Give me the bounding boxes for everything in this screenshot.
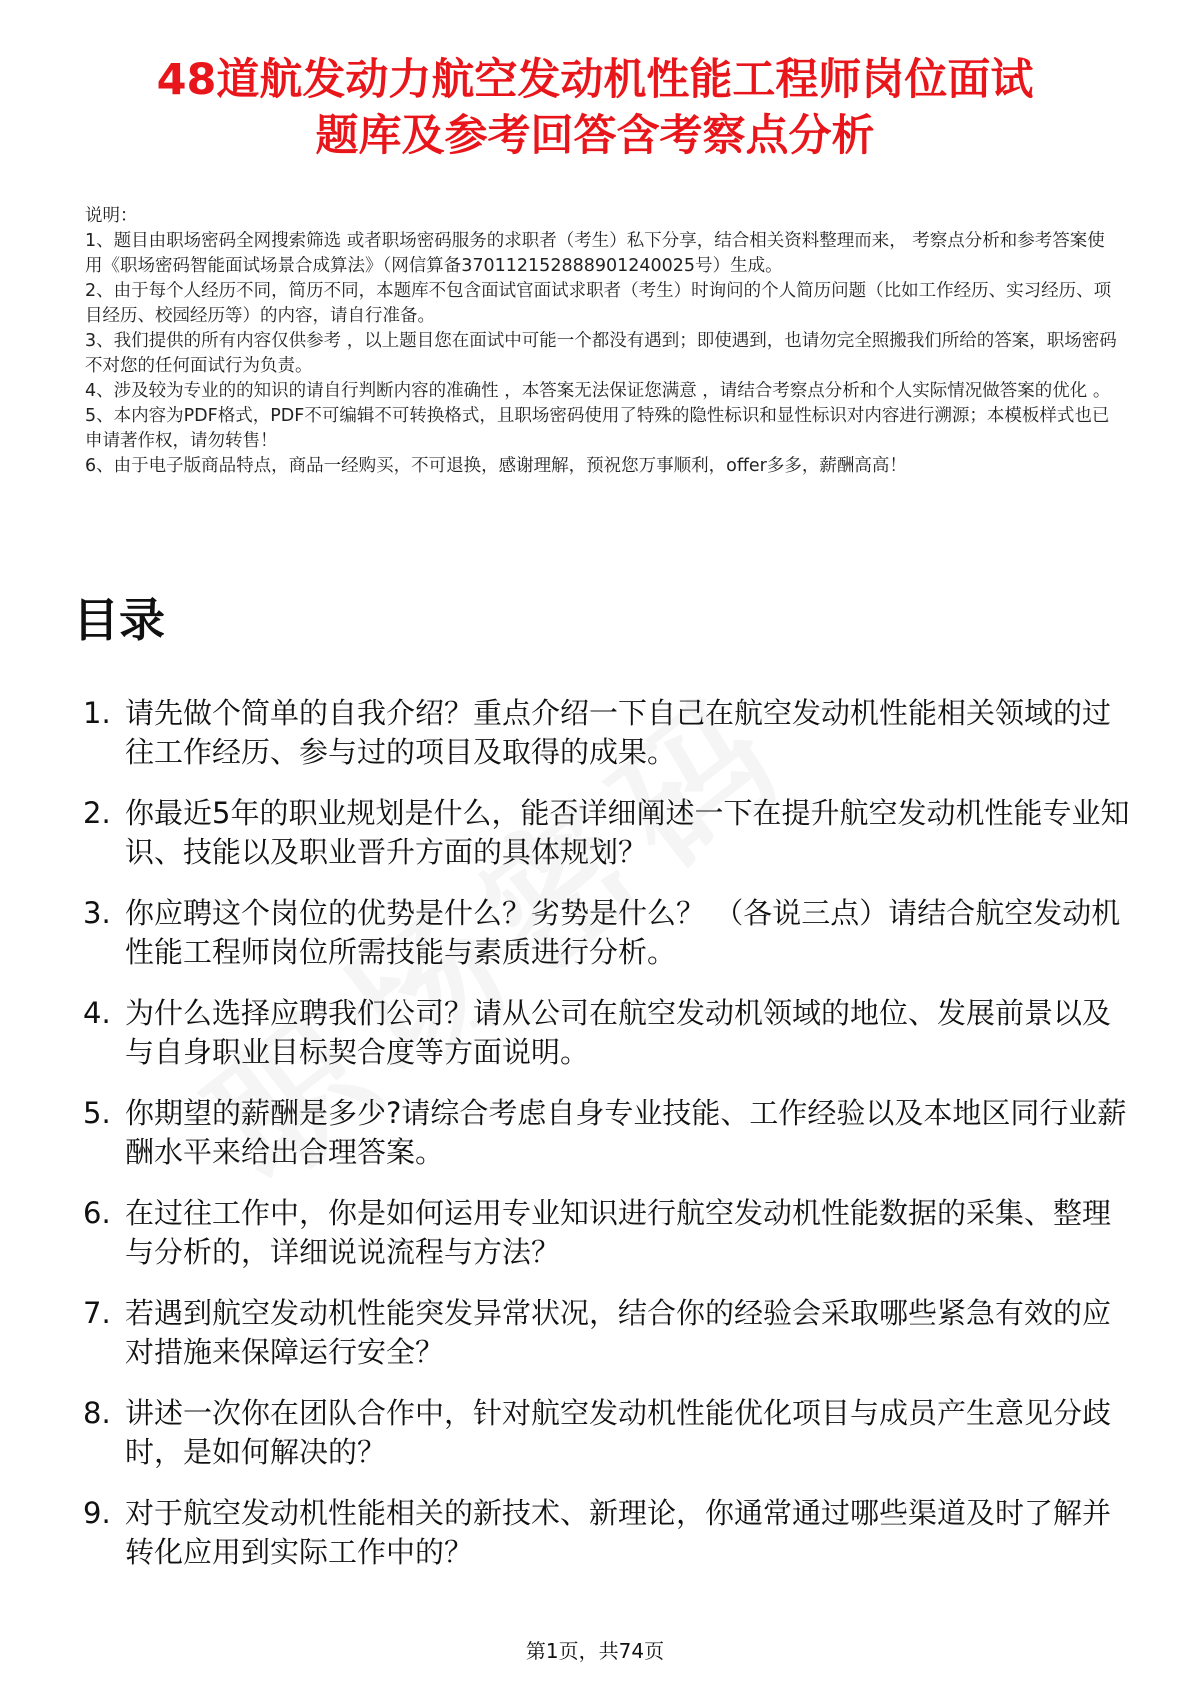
toc-item[interactable] [75,894,1130,994]
toc-item-text: 若遇到航空发动机性能突发异常状况，结合你的经验会采取哪些紧急有效的应对措施来保障运行安全？ [125,1296,1112,1369]
page-footer: 第1页，共74页 [525,1639,665,1663]
toc-item-text: 为什么选择应聘我们公司？请从公司在航空发动机领域的地位、发展前景以及与自身职业目标契合度等方面说明。 [125,996,1112,1069]
note-item: 1、题目由职场密码全网搜索筛选 或者职场密码服务的求职者（考生）私下分享，结合相关资料整理而来， 考察点分析和参考答案使用《职场密码智能面试场景合成算法》（网信算备370112152888901240025号）生成。 [85,231,1105,276]
toc-item[interactable] [75,794,1130,894]
toc-item[interactable] [75,694,1130,794]
toc-item[interactable] [75,1194,1130,1294]
toc-item-number: 1. [83,696,111,730]
toc-item[interactable] [75,1094,1130,1194]
toc-item-number: 2. [83,796,111,830]
notes-section [85,204,1120,479]
note-item: 5、本内容为PDF格式，PDF不可编辑不可转换格式，且职场密码使用了特殊的隐性标识和显性标识对内容进行溯源；本模板样式也已申请著作权，请勿转售！ [85,406,1110,451]
toc-item-number: 9. [83,1496,111,1530]
toc-item-number: 3. [83,896,111,930]
toc-item-number: 8. [83,1396,111,1430]
notes-heading: 说明： [85,206,138,226]
toc-item-text: 讲述一次你在团队合作中，针对航空发动机性能优化项目与成员产生意见分歧时，是如何解决的？ [125,1396,1112,1469]
toc-item-text: 在过往工作中，你是如何运用专业知识进行航空发动机性能数据的采集、整理与分析的，详细说说流程与方法？ [125,1196,1112,1269]
toc-item-text: 你最近5年的职业规划是什么，能否详细阐述一下在提升航空发动机性能专业知识、技能以及职业晋升方面的具体规划？ [125,796,1130,869]
toc-item-text: 对于航空发动机性能相关的新技术、新理论，你通常通过哪些渠道及时了解并转化应用到实际工作中的？ [125,1496,1112,1569]
toc-item-text: 你应聘这个岗位的优势是什么？劣势是什么？ （各说三点）请结合航空发动机性能工程师岗位所需技能与素质进行分析。 [125,896,1121,969]
note-item: 3、我们提供的所有内容仅供参考 ，以上题目您在面试中可能一个都没有遇到；即使遇到，也请勿完全照搬我们所给的答案，职场密码不对您的任何面试行为负责。 [85,331,1117,376]
document-title [70,52,1120,164]
note-item: 6、由于电子版商品特点，商品一经购买，不可退换，感谢理解，预祝您万事顺利，offer多多，薪酬高高！ [85,456,907,476]
toc-item-number: 7. [83,1296,111,1330]
toc-list [75,694,1130,1594]
toc-item-number: 4. [83,996,111,1030]
toc-item-text: 你期望的薪酬是多少?请综合考虑自身专业技能、工作经验以及本地区同行业薪酬水平来给出合理答案。 [125,1096,1127,1169]
toc-item-text: 请先做个简单的自我介绍？重点介绍一下自己在航空发动机性能相关领域的过往工作经历、参与过的项目及取得的成果。 [125,696,1112,769]
toc-heading: 目录 [73,593,165,647]
toc-item[interactable] [75,1294,1130,1394]
toc-item[interactable] [75,1394,1130,1494]
toc-item[interactable] [75,1494,1130,1594]
toc-item-number: 6. [83,1196,111,1230]
title-line-1: 48道航发动力航空发动机性能工程师岗位面试 [156,55,1034,105]
toc-item-number: 5. [83,1096,111,1130]
note-item: 4、涉及较为专业的的知识的请自行判断内容的准确性 ，本答案无法保证您满意 ，请结合考察点分析和个人实际情况做答案的优化 。 [85,381,1111,401]
toc-item[interactable] [75,994,1130,1094]
note-item: 2、由于每个人经历不同，简历不同，本题库不包含面试官面试求职者（考生）时询问的个人简历问题（比如工作经历、实习经历、项目经历、校园经历等）的内容，请自行准备。 [85,281,1112,326]
title-line-2: 题库及参考回答含考察点分析 [315,111,875,161]
